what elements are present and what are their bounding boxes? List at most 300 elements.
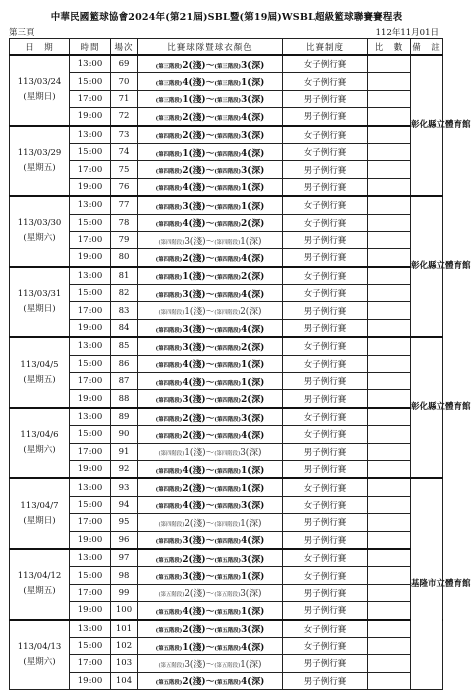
game-time: 17:00 — [70, 231, 111, 248]
score-cell — [368, 231, 411, 248]
team2-color: (深) — [247, 484, 265, 495]
team2-stage: (第五階段) — [214, 680, 242, 687]
venue-cell — [411, 55, 471, 196]
team2-stage: (第四階段) — [214, 256, 242, 263]
game-type: 女子例行賽 — [283, 567, 368, 584]
team1-stage: (第五階段) — [155, 557, 183, 564]
score-cell — [368, 355, 411, 372]
schedule-row — [10, 355, 443, 372]
matchup-cell — [138, 285, 283, 302]
game-time: 17:00 — [70, 443, 111, 460]
team2-number: 4 — [241, 289, 248, 300]
versus-separator: ～ — [205, 253, 215, 264]
team1-color: (淺) — [188, 131, 206, 142]
team2-stage: (第四階段) — [214, 521, 241, 528]
team1-color: (淺) — [188, 501, 206, 512]
team2-stage: (第四階段) — [214, 363, 242, 370]
team2-stage: (第四階段) — [214, 468, 242, 475]
versus-separator: ～ — [205, 289, 215, 300]
team2-stage: (第四階段) — [214, 416, 242, 423]
matchup-cell — [138, 443, 283, 460]
team2-number: 4 — [241, 112, 248, 123]
game-time: 15:00 — [70, 637, 111, 654]
team1-stage: (第四階段) — [155, 504, 183, 511]
versus-separator: ～ — [205, 642, 215, 653]
header-row — [10, 39, 443, 56]
game-weekday: (星期日) — [23, 515, 56, 526]
schedule-row — [10, 126, 443, 144]
score-cell — [368, 602, 411, 620]
versus-separator: ～ — [205, 307, 215, 318]
schedule-row — [10, 549, 443, 567]
team1-color: (淺) — [189, 307, 206, 318]
versus-separator: ～ — [205, 148, 215, 159]
team1-color: (淺) — [188, 554, 206, 565]
matchup-cell — [138, 602, 283, 620]
schedule-row — [10, 161, 443, 178]
team2-color: (深) — [247, 501, 265, 512]
team1-color: (淺) — [188, 642, 206, 653]
team2-number: 4 — [241, 677, 248, 688]
matchup-cell — [138, 143, 283, 160]
game-time: 17:00 — [70, 90, 111, 107]
matchup-cell — [138, 460, 283, 478]
team2-color: (深) — [245, 518, 262, 529]
versus-separator: ～ — [205, 219, 215, 230]
team1-stage: (第四階段) — [155, 204, 183, 211]
matchup-cell — [138, 178, 283, 196]
team1-stage: (第四階段) — [155, 416, 183, 423]
team2-color: (深) — [247, 289, 265, 300]
team1-stage: (第三階段) — [155, 115, 183, 122]
score-cell — [368, 214, 411, 231]
score-cell — [368, 249, 411, 267]
team1-color: (淺) — [188, 430, 206, 441]
team1-color: (淺) — [188, 465, 206, 476]
score-cell — [368, 143, 411, 160]
team2-stage: (第四階段) — [214, 292, 242, 299]
team1-stage: (第四階段) — [155, 151, 183, 158]
versus-separator: ～ — [205, 78, 215, 89]
matchup — [159, 448, 262, 458]
schedule-row — [10, 620, 443, 638]
matchup-cell — [138, 390, 283, 408]
team1-color: (淺) — [188, 166, 206, 177]
team2-color: (深) — [245, 307, 262, 318]
team2-stage: (第四階段) — [214, 345, 242, 352]
matchup-cell — [138, 108, 283, 126]
team2-number: 1 — [241, 377, 248, 388]
matchup — [159, 519, 262, 529]
game-number: 103 — [111, 655, 138, 672]
team2-number: 1 — [241, 78, 248, 89]
score-cell — [368, 478, 411, 496]
team1-number: 2 — [184, 589, 190, 600]
schedule-row — [10, 672, 443, 689]
matchup-cell — [138, 161, 283, 178]
team2-color: (深) — [247, 554, 265, 565]
team2-stage: (第五階段) — [214, 609, 242, 616]
team2-color: (深) — [247, 677, 265, 688]
game-type: 女子例行賽 — [283, 73, 368, 90]
team1-color: (淺) — [188, 342, 206, 353]
team2-color: (深) — [247, 377, 265, 388]
team1-number: 2 — [182, 112, 189, 123]
score-cell — [368, 161, 411, 178]
game-number: 80 — [111, 249, 138, 267]
team1-number: 4 — [182, 377, 189, 388]
team1-stage: (第四階段) — [158, 239, 185, 246]
schedule-row — [10, 584, 443, 601]
team2-stage: (第四階段) — [214, 380, 242, 387]
team1-color: (淺) — [188, 395, 206, 406]
team2-stage: (第四階段) — [214, 451, 241, 458]
score-cell — [368, 108, 411, 126]
score-cell — [368, 373, 411, 390]
team1-number: 2 — [182, 484, 189, 495]
team2-color: (深) — [247, 324, 265, 335]
game-date: 113/03/24 — [17, 77, 62, 88]
schedule-row — [10, 285, 443, 302]
versus-separator: ～ — [205, 201, 215, 212]
game-weekday: (星期六) — [23, 445, 56, 456]
versus-separator: ～ — [205, 554, 215, 565]
game-time: 19:00 — [70, 460, 111, 478]
team1-color: (淺) — [188, 272, 206, 283]
team2-number: 4 — [241, 642, 248, 653]
game-type: 男子例行賽 — [283, 672, 368, 689]
team2-number: 4 — [241, 148, 248, 159]
team2-number: 1 — [241, 606, 248, 617]
versus-separator: ～ — [205, 95, 215, 106]
versus-separator: ～ — [205, 324, 215, 335]
game-type: 男子例行賽 — [283, 249, 368, 267]
team2-number: 1 — [240, 659, 246, 670]
team1-stage: (第五階段) — [155, 645, 183, 652]
game-time: 13:00 — [70, 549, 111, 567]
game-number: 73 — [111, 126, 138, 144]
matchup — [156, 395, 265, 405]
team2-color: (深) — [247, 430, 265, 441]
date-cell — [10, 126, 70, 197]
matchup-cell — [138, 196, 283, 214]
score-cell — [368, 637, 411, 654]
schedule-row — [10, 602, 443, 620]
header-time: 時間 — [70, 39, 111, 56]
game-type: 女子例行賽 — [283, 408, 368, 426]
team2-number: 2 — [241, 342, 248, 353]
schedule-row — [10, 637, 443, 654]
game-number: 99 — [111, 584, 138, 601]
game-weekday: (星期五) — [23, 586, 56, 597]
schedule-row — [10, 478, 443, 496]
team2-number: 1 — [241, 201, 248, 212]
game-number: 97 — [111, 549, 138, 567]
team1-number: 2 — [182, 253, 189, 264]
versus-separator: ～ — [205, 572, 215, 583]
game-number: 69 — [111, 55, 138, 73]
team2-number: 1 — [241, 360, 248, 371]
team1-number: 2 — [182, 625, 189, 636]
matchup — [156, 290, 265, 300]
team2-color: (深) — [247, 272, 265, 283]
matchup-cell — [138, 584, 283, 601]
game-time: 13:00 — [70, 478, 111, 496]
team1-color: (淺) — [188, 201, 206, 212]
date-cell — [10, 196, 70, 267]
team1-number: 3 — [182, 572, 189, 583]
game-time: 13:00 — [70, 126, 111, 144]
matchup — [156, 643, 265, 653]
game-type: 男子例行賽 — [283, 302, 368, 319]
team1-number: 3 — [182, 395, 189, 406]
team1-number: 3 — [184, 236, 190, 247]
team2-number: 2 — [241, 395, 248, 406]
game-type: 女子例行賽 — [283, 620, 368, 638]
team1-color: (淺) — [188, 60, 206, 71]
game-number: 92 — [111, 460, 138, 478]
team1-stage: (第四階段) — [158, 310, 185, 317]
matchup — [156, 360, 265, 370]
game-type: 男子例行賽 — [283, 231, 368, 248]
team2-color: (深) — [245, 236, 262, 247]
score-cell — [368, 531, 411, 549]
game-time: 15:00 — [70, 496, 111, 513]
matchup-cell — [138, 267, 283, 285]
team2-color: (深) — [247, 642, 265, 653]
team2-number: 4 — [241, 536, 248, 547]
game-time: 19:00 — [70, 178, 111, 196]
matchup — [156, 325, 265, 335]
team1-stage: (第三階段) — [155, 98, 183, 105]
team2-stage: (第四階段) — [214, 398, 242, 405]
game-number: 93 — [111, 478, 138, 496]
team2-number: 3 — [241, 131, 248, 142]
game-type: 女子例行賽 — [283, 143, 368, 160]
game-number: 81 — [111, 267, 138, 285]
matchup — [156, 113, 265, 123]
team1-number: 3 — [182, 289, 189, 300]
game-date: 113/04/5 — [20, 359, 59, 370]
game-time: 19:00 — [70, 672, 111, 689]
team1-color: (淺) — [189, 236, 206, 247]
matchup-cell — [138, 408, 283, 426]
print-date: 112年11月01日 — [375, 28, 439, 38]
team1-color: (淺) — [189, 589, 206, 600]
game-number: 72 — [111, 108, 138, 126]
score-cell — [368, 337, 411, 355]
game-type: 男子例行賽 — [283, 602, 368, 620]
game-weekday: (星期六) — [23, 656, 56, 667]
versus-separator: ～ — [205, 342, 215, 353]
team2-number: 1 — [240, 518, 246, 529]
game-number: 95 — [111, 514, 138, 531]
game-type: 男子例行賽 — [283, 584, 368, 601]
team1-number: 3 — [182, 536, 189, 547]
team1-stage: (第三階段) — [155, 81, 183, 88]
game-type: 男子例行賽 — [283, 319, 368, 337]
team2-stage: (第四階段) — [214, 310, 241, 317]
matchup-cell — [138, 514, 283, 531]
game-date: 113/04/6 — [20, 430, 59, 441]
team1-color: (淺) — [188, 219, 206, 230]
matchup-cell — [138, 302, 283, 319]
game-time: 13:00 — [70, 408, 111, 426]
matchup — [156, 272, 265, 282]
schedule-row — [10, 390, 443, 408]
matchup — [156, 254, 265, 264]
team1-color: (淺) — [188, 413, 206, 424]
versus-separator: ～ — [205, 183, 215, 194]
team2-number: 1 — [241, 572, 248, 583]
score-cell — [368, 584, 411, 601]
team1-number: 2 — [182, 60, 189, 71]
team2-number: 1 — [241, 183, 248, 194]
team1-stage: (第五階段) — [155, 575, 183, 582]
venue-cell — [411, 337, 471, 478]
team2-number: 3 — [240, 589, 246, 600]
game-time: 17:00 — [70, 655, 111, 672]
schedule-row — [10, 319, 443, 337]
team2-number: 3 — [241, 60, 248, 71]
team1-color: (淺) — [188, 625, 206, 636]
team2-stage: (第五階段) — [214, 575, 242, 582]
team1-stage: (第四階段) — [155, 468, 183, 475]
team1-number: 2 — [182, 677, 189, 688]
game-time: 19:00 — [70, 319, 111, 337]
team2-stage: (第四階段) — [214, 134, 242, 141]
game-time: 15:00 — [70, 214, 111, 231]
team1-color: (淺) — [188, 78, 206, 89]
team1-number: 1 — [184, 307, 190, 318]
team2-stage: (第四階段) — [214, 186, 242, 193]
team1-number: 4 — [182, 183, 189, 194]
matchup — [156, 131, 265, 141]
team2-number: 3 — [241, 554, 248, 565]
header-score: 比 數 — [368, 39, 411, 56]
versus-separator: ～ — [205, 131, 215, 142]
team1-stage: (第四階段) — [155, 292, 183, 299]
team2-stage: (第四階段) — [214, 239, 241, 246]
matchup — [156, 555, 265, 565]
game-time: 13:00 — [70, 196, 111, 214]
venue-name: 基隆市立體育館 — [411, 578, 471, 589]
team2-color: (深) — [247, 166, 265, 177]
game-time: 17:00 — [70, 514, 111, 531]
team2-stage: (第四階段) — [214, 151, 242, 158]
game-number: 79 — [111, 231, 138, 248]
game-time: 17:00 — [70, 584, 111, 601]
venue-name: 彰化縣立體育館 — [411, 120, 471, 131]
schedule-row — [10, 196, 443, 214]
versus-separator: ～ — [205, 448, 215, 459]
matchup — [156, 431, 265, 441]
team2-color: (深) — [247, 219, 265, 230]
team1-stage: (第四階段) — [155, 433, 183, 440]
team1-color: (淺) — [188, 183, 206, 194]
team1-number: 1 — [182, 95, 189, 106]
schedule-row — [10, 73, 443, 90]
team2-number: 1 — [241, 465, 248, 476]
schedule-row — [10, 55, 443, 73]
matchup-cell — [138, 637, 283, 654]
game-time: 15:00 — [70, 143, 111, 160]
team1-color: (淺) — [188, 253, 206, 264]
matchup — [159, 307, 262, 317]
matchup — [156, 466, 265, 476]
game-type: 女子例行賽 — [283, 355, 368, 372]
date-cell — [10, 408, 70, 479]
team2-number: 3 — [241, 413, 248, 424]
team2-color: (深) — [247, 183, 265, 194]
versus-separator: ～ — [205, 377, 215, 388]
team1-number: 2 — [184, 518, 190, 529]
versus-separator: ～ — [205, 589, 215, 600]
game-number: 70 — [111, 73, 138, 90]
game-time: 17:00 — [70, 161, 111, 178]
score-cell — [368, 285, 411, 302]
game-type: 女子例行賽 — [283, 55, 368, 73]
page-title: 中華民國籃球協會2024年(第21屆)SBL暨(第19屆)WSBL超級籃球聯賽賽程表 — [50, 12, 403, 23]
game-time: 19:00 — [70, 602, 111, 620]
schedule-table — [9, 38, 471, 690]
team2-color: (深) — [247, 606, 265, 617]
game-number: 78 — [111, 214, 138, 231]
schedule-row — [10, 531, 443, 549]
game-number: 85 — [111, 337, 138, 355]
date-cell — [10, 55, 70, 126]
team1-number: 1 — [182, 148, 189, 159]
score-cell — [368, 672, 411, 689]
team2-color: (深) — [247, 112, 265, 123]
team1-color: (淺) — [188, 536, 206, 547]
team1-stage: (第三階段) — [155, 63, 183, 70]
game-type: 女子例行賽 — [283, 426, 368, 443]
game-number: 90 — [111, 426, 138, 443]
team1-color: (淺) — [188, 677, 206, 688]
matchup-cell — [138, 90, 283, 107]
team2-color: (深) — [247, 253, 265, 264]
matchup — [159, 237, 262, 247]
game-number: 71 — [111, 90, 138, 107]
team2-number: 3 — [241, 166, 248, 177]
game-number: 100 — [111, 602, 138, 620]
game-number: 84 — [111, 319, 138, 337]
matchup — [156, 166, 265, 176]
matchup — [156, 484, 265, 494]
game-type: 男子例行賽 — [283, 390, 368, 408]
team1-color: (淺) — [188, 289, 206, 300]
team2-number: 4 — [241, 253, 248, 264]
score-cell — [368, 73, 411, 90]
schedule-row — [10, 408, 443, 426]
matchup-cell — [138, 355, 283, 372]
score-cell — [368, 196, 411, 214]
team1-number: 2 — [182, 131, 189, 142]
venue-cell — [411, 478, 471, 689]
team1-stage: (第四階段) — [155, 275, 183, 282]
team1-color: (淺) — [188, 112, 206, 123]
team2-color: (深) — [247, 413, 265, 424]
schedule-row — [10, 143, 443, 160]
game-number: 88 — [111, 390, 138, 408]
team2-color: (深) — [247, 201, 265, 212]
team2-color: (深) — [247, 536, 265, 547]
game-time: 17:00 — [70, 302, 111, 319]
game-type: 男子例行賽 — [283, 655, 368, 672]
schedule-row — [10, 337, 443, 355]
page-number: 第三頁 — [9, 28, 35, 38]
